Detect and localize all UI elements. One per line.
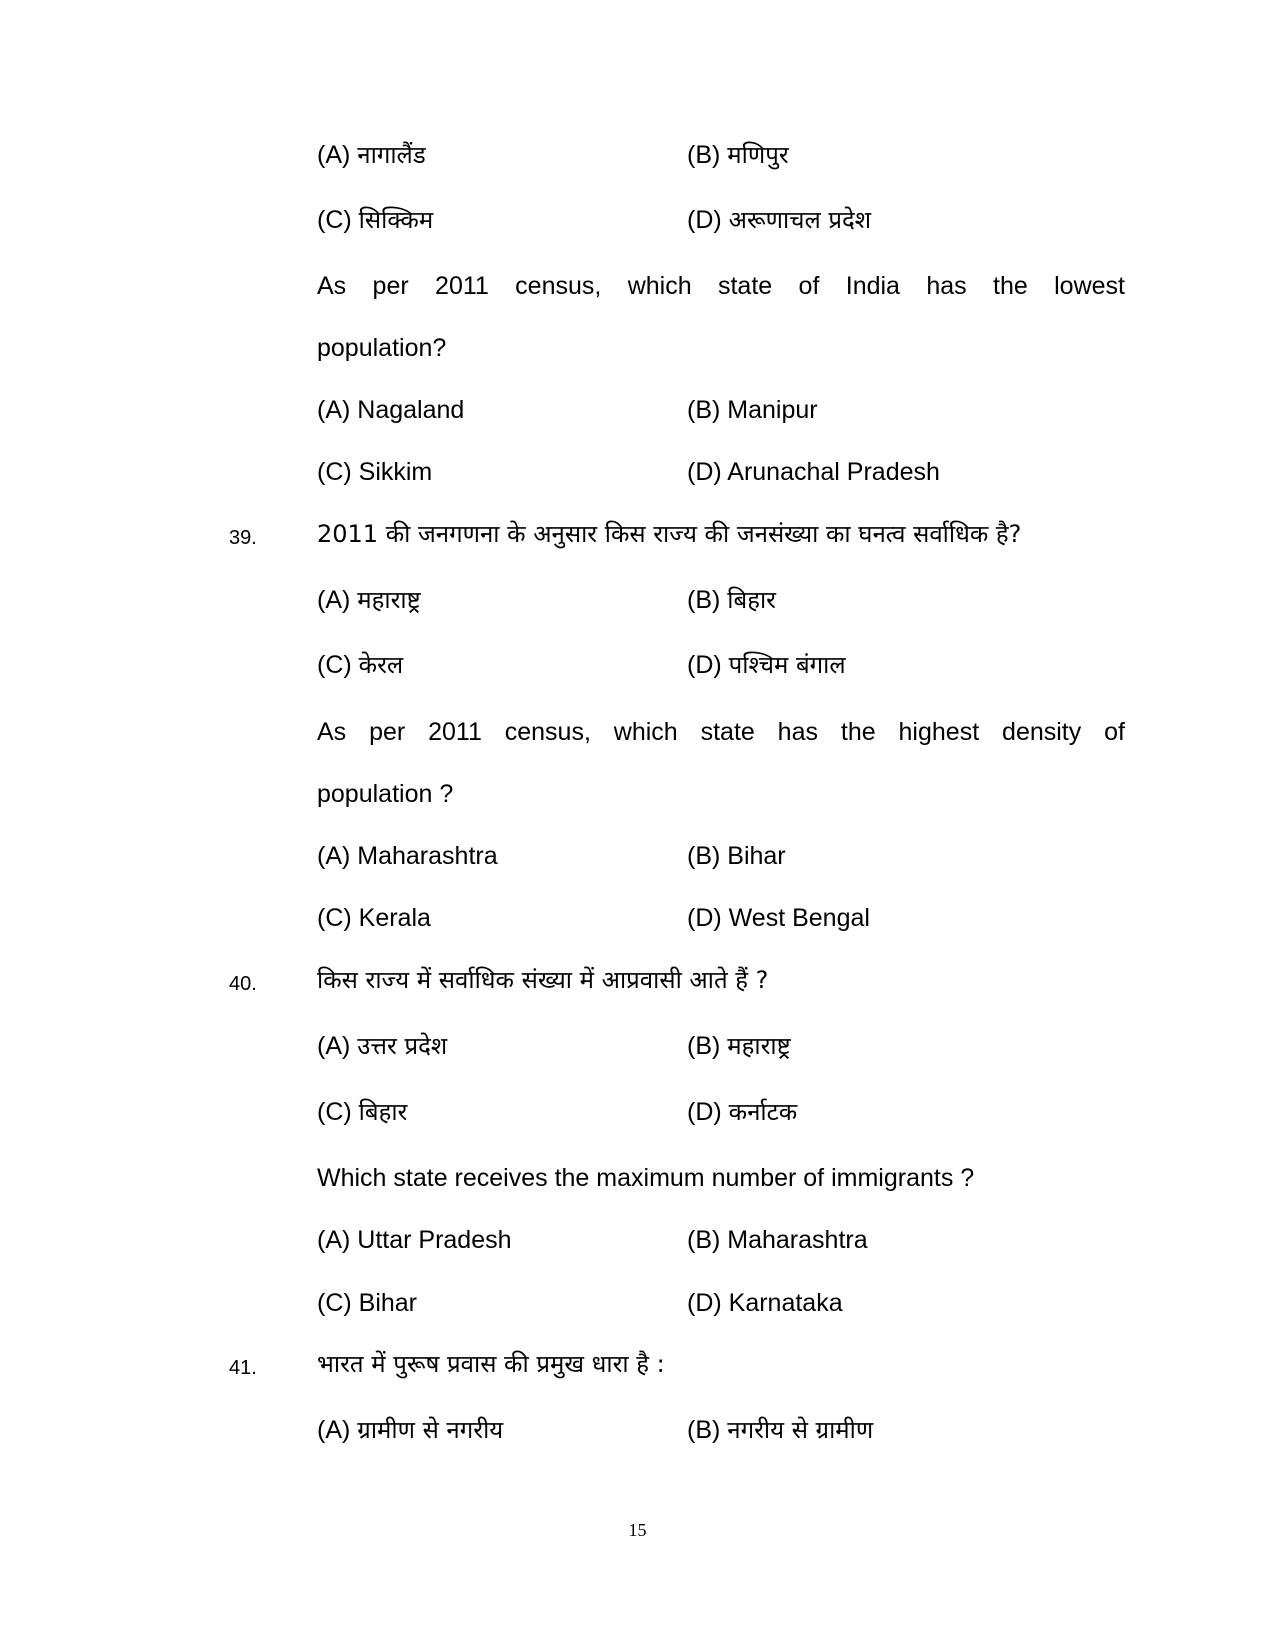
q39-hindi-option-d: (D) पश्चिम बंगाल — [687, 651, 846, 679]
q38-english-option-a: (A) Nagaland — [317, 396, 465, 424]
q40-hindi-option-c: (C) बिहार — [317, 1098, 408, 1126]
q40-hindi-option-b: (B) महाराष्ट्र — [687, 1032, 791, 1060]
q38-hindi-option-d: (D) अरूणाचल प्रदेश — [687, 206, 872, 234]
q40-english-question: Which state receives the maximum number of immigrants ? — [317, 1164, 975, 1192]
q41-hindi-question: भारत में पुरूष प्रवास की प्रमुख धारा है : — [317, 1350, 665, 1378]
q38-english-question-line2: population? — [317, 334, 447, 362]
q40-english-option-c: (C) Bihar — [317, 1289, 418, 1317]
q39-hindi-question: 2011 की जनगणना के अनुसार किस राज्य की जनसंख्या का घनत्व सर्वाधिक है? — [317, 520, 1022, 548]
q39-hindi-option-c: (C) केरल — [317, 651, 404, 679]
q39-english-option-d: (D) West Bengal — [687, 904, 870, 932]
q39-hindi-option-b: (B) बिहार — [687, 586, 776, 614]
q41-hindi-option-a: (A) ग्रामीण से नगरीय — [317, 1416, 504, 1444]
q40-hindi-question: किस राज्य में सर्वाधिक संख्या में आप्रवासी आते हैं ? — [317, 966, 769, 994]
q41-number: 41. — [229, 1357, 257, 1379]
q40-english-option-d: (D) Karnataka — [687, 1289, 843, 1317]
q38-hindi-option-a: (A) नागालैंड — [317, 141, 426, 169]
q39-english-question-line2: population ? — [317, 780, 454, 808]
q41-hindi-option-b: (B) नगरीय से ग्रामीण — [687, 1416, 874, 1444]
q40-hindi-option-a: (A) उत्तर प्रदेश — [317, 1032, 448, 1060]
q40-english-option-a: (A) Uttar Pradesh — [317, 1226, 512, 1254]
q38-hindi-option-b: (B) मणिपुर — [687, 141, 789, 169]
q40-number: 40. — [229, 973, 257, 995]
q39-english-option-b: (B) Bihar — [687, 842, 786, 870]
q38-english-option-c: (C) Sikkim — [317, 458, 433, 486]
q39-number: 39. — [229, 527, 257, 549]
page-number: 15 — [628, 1520, 647, 1540]
q38-hindi-option-c: (C) सिक्किम — [317, 206, 434, 234]
q40-english-option-b: (B) Maharashtra — [687, 1226, 868, 1254]
q38-english-option-d: (D) Arunachal Pradesh — [687, 458, 940, 486]
q39-hindi-option-a: (A) महाराष्ट्र — [317, 586, 421, 614]
q39-english-option-c: (C) Kerala — [317, 904, 431, 932]
q38-english-option-b: (B) Manipur — [687, 396, 818, 424]
q40-hindi-option-d: (D) कर्नाटक — [687, 1098, 798, 1126]
q39-english-question-line1: As per 2011 census, which state has the highest density of — [317, 718, 1125, 746]
q39-english-option-a: (A) Maharashtra — [317, 842, 498, 870]
q38-english-question-line1: As per 2011 census, which state of India has the lowest — [317, 272, 1125, 300]
